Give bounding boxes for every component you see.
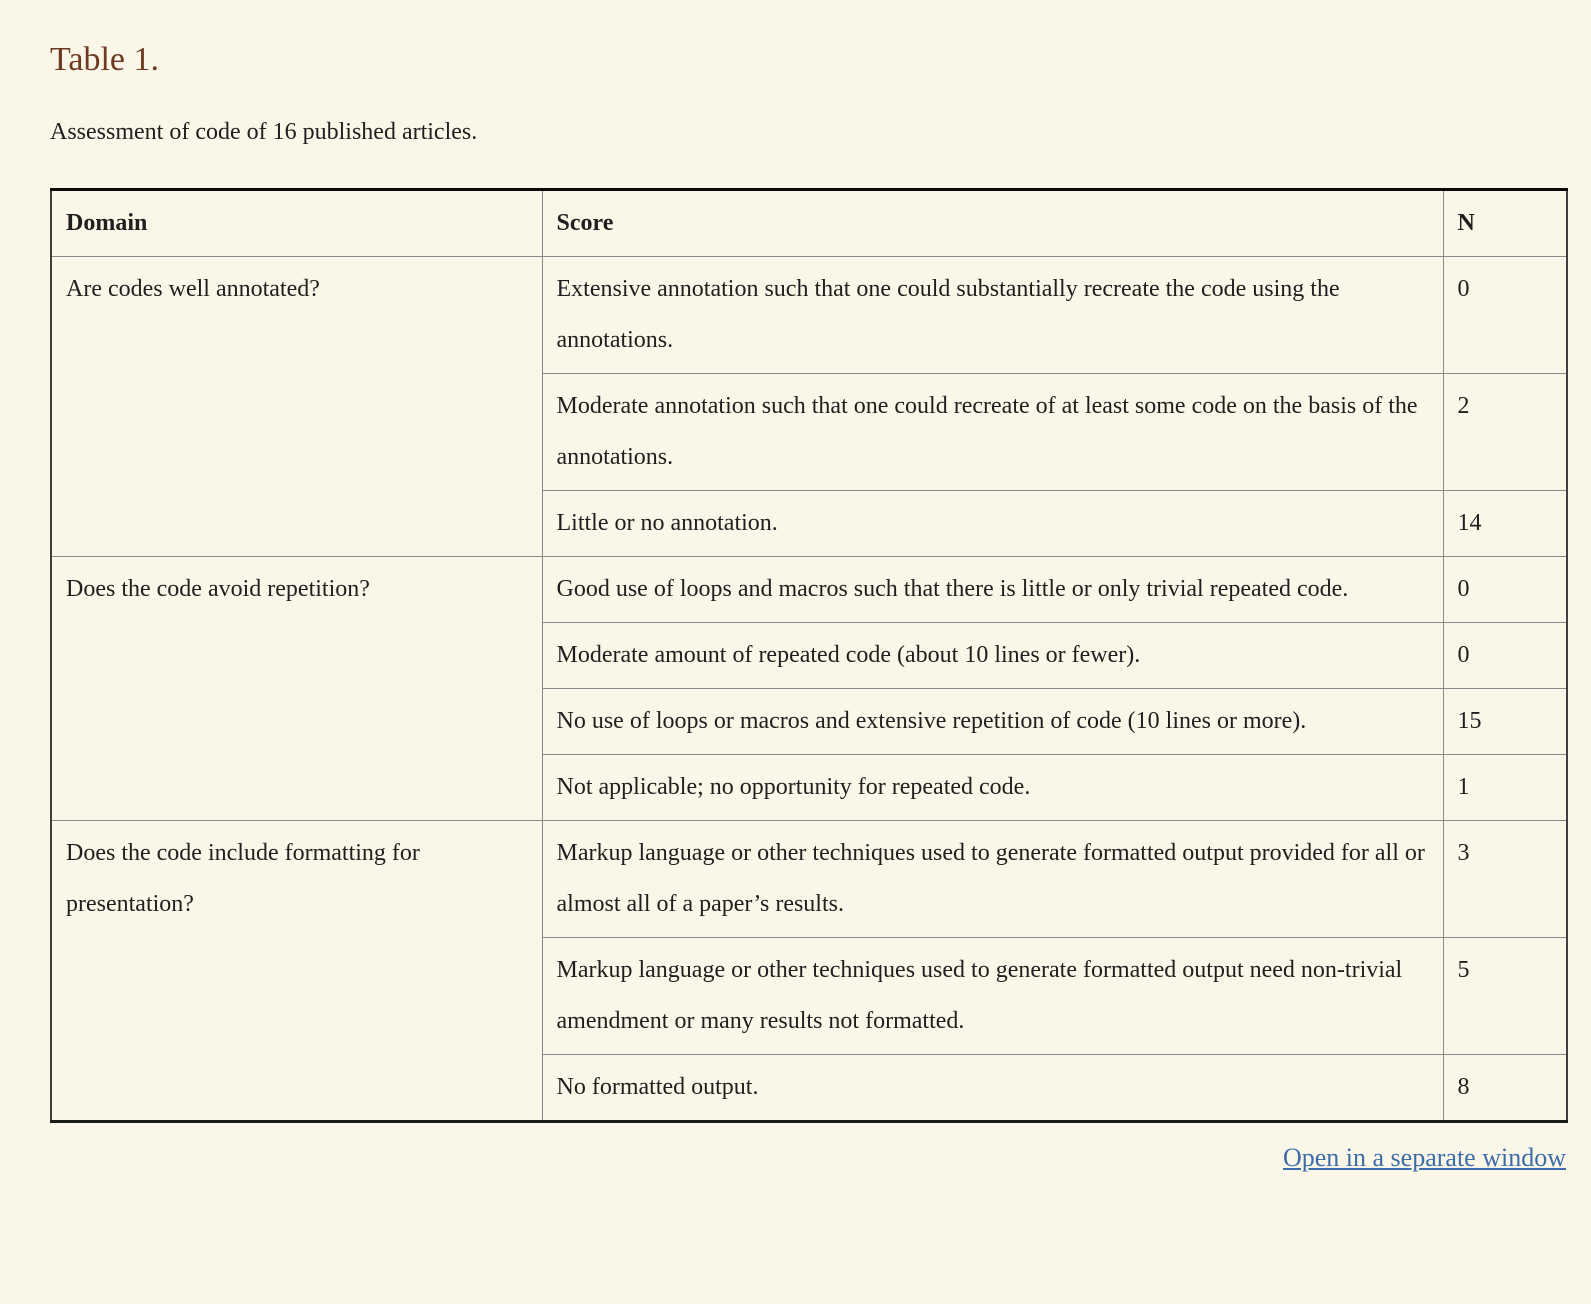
score-cell: No formatted output. [542, 1054, 1443, 1121]
score-cell: Moderate amount of repeated code (about 10 lines or fewer). [542, 622, 1443, 688]
n-cell: 15 [1443, 688, 1567, 754]
score-cell: Little or no annotation. [542, 490, 1443, 556]
score-cell: Not applicable; no opportunity for repeated code. [542, 754, 1443, 820]
score-cell: Extensive annotation such that one could substantially recreate the code using the annotations. [542, 256, 1443, 373]
table-row [51, 256, 1567, 373]
domain-cell: Does the code avoid repetition? [51, 556, 542, 820]
header-row [51, 189, 1567, 256]
open-separate-window-link[interactable]: Open in a separate window [1282, 1142, 1566, 1172]
table-caption: Assessment of code of 16 published articles. [50, 118, 478, 145]
n-cell: 8 [1443, 1054, 1567, 1121]
score-cell: Moderate annotation such that one could recreate of at least some code on the basis of the annotations. [542, 373, 1443, 490]
table-body [51, 256, 1567, 1121]
score-cell: Markup language or other techniques used to generate formatted output provided for all or almost all of a paper’s results. [542, 820, 1443, 937]
n-cell: 2 [1443, 373, 1567, 490]
footer-link-row [50, 1143, 1566, 1173]
column-header-domain: Domain [51, 189, 542, 256]
score-cell: Markup language or other techniques used to generate formatted output need non-trivial amendment or many results not formatted. [542, 937, 1443, 1054]
n-cell: 1 [1443, 754, 1567, 820]
table-row [51, 820, 1567, 937]
table-title: Table 1. [50, 41, 160, 78]
n-cell: 14 [1443, 490, 1567, 556]
n-cell: 0 [1443, 556, 1567, 622]
domain-cell: Does the code include formatting for presentation? [51, 820, 542, 1121]
table-row [51, 556, 1567, 622]
n-cell: 0 [1443, 256, 1567, 373]
score-cell: No use of loops or macros and extensive repetition of code (10 lines or more). [542, 688, 1443, 754]
table-header [51, 189, 1567, 256]
assessment-table [50, 188, 1568, 1123]
n-cell: 3 [1443, 820, 1567, 937]
domain-cell: Are codes well annotated? [51, 256, 542, 556]
n-cell: 5 [1443, 937, 1567, 1054]
score-cell: Good use of loops and macros such that there is little or only trivial repeated code. [542, 556, 1443, 622]
n-cell: 0 [1443, 622, 1567, 688]
column-header-score: Score [542, 189, 1443, 256]
column-header-n: N [1443, 189, 1567, 256]
